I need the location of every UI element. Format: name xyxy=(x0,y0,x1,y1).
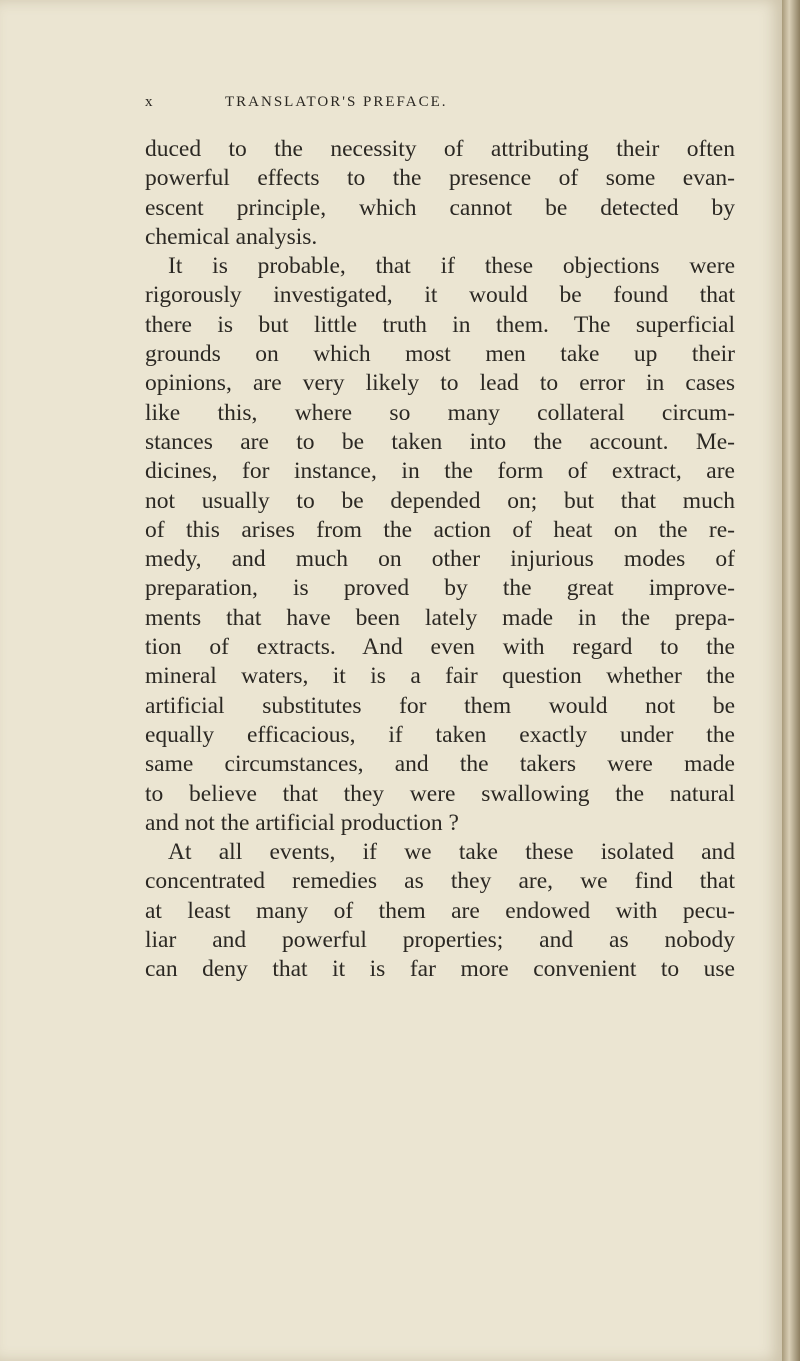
text-line: powerful effects to the presence of some evan- xyxy=(145,165,735,192)
text-line: concentrated remedies as they are, we find that xyxy=(145,868,735,895)
text-line: grounds on which most men take up their xyxy=(145,341,735,368)
text-line: equally efficacious, if taken exactly under the xyxy=(145,721,735,748)
text-line: of this arises from the action of heat on the re- xyxy=(145,516,735,543)
text-line: liar and powerful properties; and as nobody xyxy=(145,927,735,954)
text-line: artificial substitutes for them would not be xyxy=(145,692,735,719)
text-line: chemical analysis. xyxy=(145,223,318,250)
running-head: TRANSLATOR'S PREFACE. xyxy=(225,94,448,110)
text-line: tion of extracts. And even with regard to the xyxy=(145,634,735,661)
text-line: and not the artificial production ? xyxy=(145,809,459,836)
text-line: not usually to be depended on; but that much xyxy=(145,487,735,514)
page-number: x xyxy=(145,94,153,110)
book-spine-edge xyxy=(782,0,800,1361)
text-line: same circumstances, and the takers were made xyxy=(145,751,735,778)
page-header xyxy=(145,90,705,120)
text-line: It is probable, that if these objections were xyxy=(168,253,735,280)
text-line: can deny that it is far more convenient to use xyxy=(145,956,735,983)
text-line: dicines, for instance, in the form of extract, are xyxy=(145,458,735,485)
text-line: rigorously investigated, it would be found that xyxy=(145,282,735,309)
text-line: mineral waters, it is a fair question whether the xyxy=(145,663,735,690)
text-line: ments that have been lately made in the prepa- xyxy=(145,604,735,631)
text-line: medy, and much on other injurious modes of xyxy=(145,546,735,573)
body-text xyxy=(145,135,735,985)
text-line: escent principle, which cannot be detected by xyxy=(145,194,735,221)
text-line: like this, where so many collateral circum- xyxy=(145,399,735,426)
text-line: preparation, is proved by the great improve- xyxy=(145,575,735,602)
text-line: at least many of them are endowed with pecu- xyxy=(145,897,735,924)
text-line: to believe that they were swallowing the natural xyxy=(145,780,735,807)
text-line: there is but little truth in them. The superficial xyxy=(145,311,735,338)
text-line: duced to the necessity of attributing their often xyxy=(145,136,735,162)
text-line: opinions, are very likely to lead to error in cases xyxy=(145,370,735,397)
text-line: stances are to be taken into the account. Me- xyxy=(145,428,735,455)
text-line: At all events, if we take these isolated and xyxy=(168,839,735,866)
